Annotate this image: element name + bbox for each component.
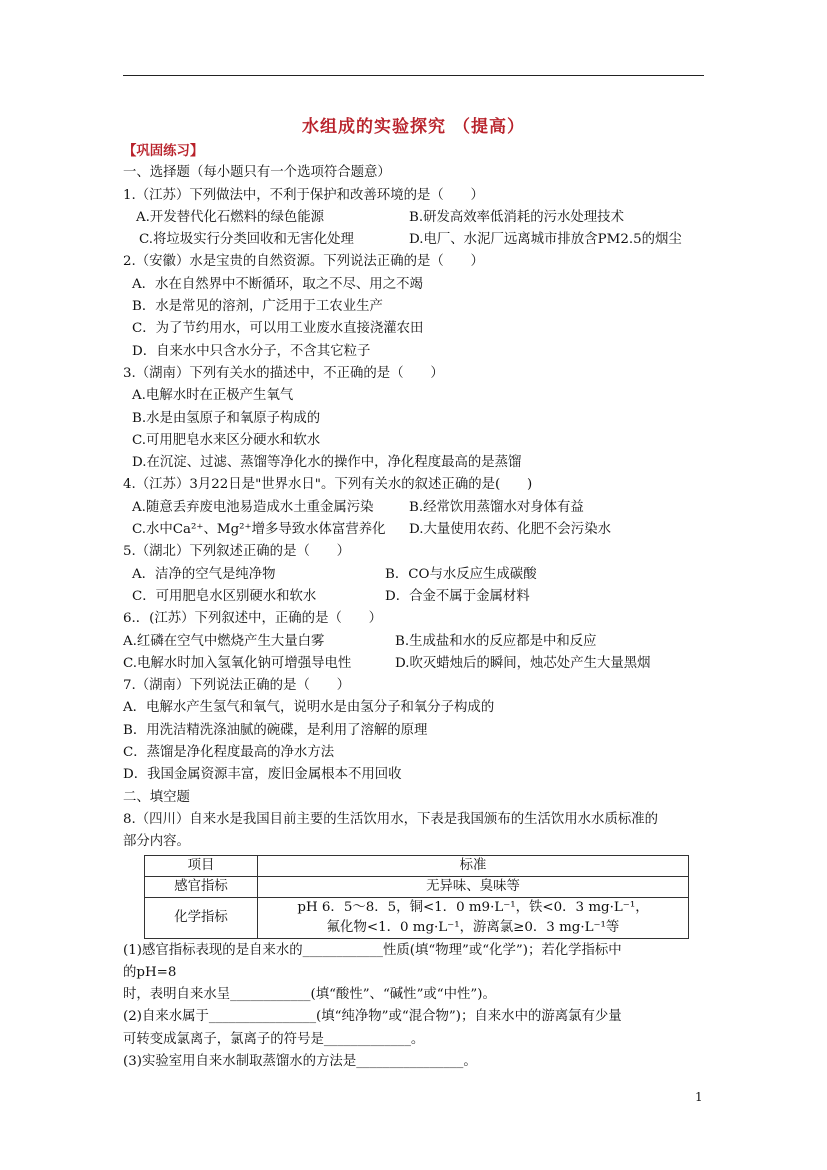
question-stem: 3.（湖南）下列有关水的描述中，不正确的是（ ） <box>123 365 444 381</box>
option: B.生成盐和水的反应都是中和反应 <box>395 633 597 649</box>
table-cell: 化学指标 <box>145 897 258 938</box>
option-row <box>123 229 704 251</box>
option: D.在沉淀、过滤、蒸馏等净化水的操作中，净化程度最高的是蒸馏 <box>132 455 522 471</box>
table-cell <box>258 897 689 938</box>
option: D.吹灭蜡烛后的瞬间，烛芯处产生大量黑烟 <box>395 655 651 671</box>
question-stem: 4.（江苏）3月22日是"世界水日"。下列有关水的叙述正确的是( ) <box>123 477 533 493</box>
option: C.将垃圾实行分类回收和无害化处理 <box>139 232 354 248</box>
option: D．合金不属于金属材料 <box>385 588 530 604</box>
option: B.经常饮用蒸馏水对身体有益 <box>409 499 584 515</box>
question-stem: 2.（安徽）水是宝贵的自然资源。下列说法正确的是（ ） <box>123 254 484 270</box>
table-cell: 感官指标 <box>145 876 258 897</box>
option: D．我国金属资源丰富，废旧金属根本不用回收 <box>123 767 402 783</box>
option: D.大量使用农药、化肥不会污染水 <box>409 522 611 538</box>
option: D．自来水中只含水分子，不含其它粒子 <box>132 343 371 359</box>
question-stem: 1.（江苏）下列做法中，不利于保护和改善环境的是（ ） <box>123 187 484 203</box>
table-header: 项目 <box>145 855 258 876</box>
document-body <box>123 140 704 1073</box>
option: A.随意丢弃废电池易造成水土重金属污染 <box>132 499 374 515</box>
table-row <box>145 897 689 938</box>
table-cell: 无异味、臭味等 <box>258 876 689 897</box>
option-row <box>123 519 704 541</box>
question-stem: 7.（湖南）下列说法正确的是（ ） <box>123 678 351 694</box>
option: B．用洗洁精洗涤油腻的碗碟，是利用了溶解的原理 <box>123 722 428 738</box>
option: B．CO与水反应生成碳酸 <box>385 566 537 582</box>
option-row <box>123 207 704 229</box>
option: A.开发替代化石燃料的绿色能源 <box>136 209 325 225</box>
option: B.研发高效率低消耗的污水处理技术 <box>409 209 624 225</box>
section-label: 【巩固练习】 <box>123 143 204 159</box>
fill-blank-text: 的pH=8 <box>123 964 177 980</box>
option: B．水是常见的溶剂，广泛用于工农业生产 <box>132 299 383 315</box>
fill-blank-text: 时，表明自来水呈____________(填“酸性”、“碱性”或“中性”)。 <box>123 987 496 1003</box>
option-row <box>123 586 704 608</box>
water-standard-table <box>144 855 689 939</box>
option: A．洁净的空气是纯净物 <box>132 566 276 582</box>
option: D.电厂、水泥厂远离城市排放含PM2.5的烟尘 <box>409 232 682 248</box>
page-title: 水组成的实验探究 （提高） <box>302 117 525 137</box>
table-header: 标准 <box>258 855 689 876</box>
part-heading: 一、选择题（每小题只有一个选项符合题意） <box>123 165 391 181</box>
option-row <box>123 497 704 519</box>
option: A.红磷在空气中燃烧产生大量白雾 <box>123 633 325 649</box>
table-cell-line: 氟化物<1．0 mg·L⁻¹，游离氯≥0．3 mg·L⁻¹等 <box>326 919 620 935</box>
page-number: 1 <box>695 1090 703 1104</box>
option: A.电解水时在正极产生氧气 <box>132 388 294 404</box>
question-stem: 8.（四川）自来水是我国目前主要的生活饮用水，下表是我国颁布的生活饮用水水质标准的 <box>123 811 659 827</box>
table-header-row <box>145 855 689 876</box>
option: C．可用肥皂水区别硬水和软水 <box>132 588 317 604</box>
option: A．电解水产生氢气和氧气，说明水是由氢分子和氧分子构成的 <box>123 700 495 716</box>
fill-blank-text: (3)实验室用自来水制取蒸馏水的方法是________________。 <box>123 1053 477 1069</box>
option-row <box>123 564 704 586</box>
option-row <box>123 631 704 653</box>
fill-blank-text: (2)自来水属于________________(填“纯净物”或“混合物”)；自来水中的游离氯有少量 <box>123 1009 622 1025</box>
option: C.可用肥皂水来区分硬水和软水 <box>132 432 321 448</box>
option-row <box>123 653 704 675</box>
option: A．水在自然界中不断循环，取之不尽、用之不竭 <box>132 276 423 292</box>
option: C．为了节约用水，可以用工业废水直接浇灌农田 <box>132 321 424 337</box>
question-stem: 5.（湖北）下列叙述正确的是（ ） <box>123 544 351 560</box>
fill-blank-text: 可转变成氯离子，氯离子的符号是_____________。 <box>123 1031 425 1047</box>
option: C.水中Ca²⁺、Mg²⁺增多导致水体富营养化 <box>132 522 386 538</box>
part-heading: 二、填空题 <box>123 789 190 805</box>
table-row <box>145 876 689 897</box>
header-rule <box>123 75 704 76</box>
option: B.水是由氢原子和氧原子构成的 <box>132 410 321 426</box>
option: C．蒸馏是净化程度最高的净水方法 <box>123 745 335 761</box>
fill-blank-text: (1)感官指标表现的是自来水的____________性质(填“物理”或“化学”)；若化学指标中 <box>123 942 622 958</box>
option: C.电解水时加入氢氧化钠可增强导电性 <box>123 655 352 671</box>
question-stem: 6.．(江苏）下列叙述中，正确的是（ ） <box>123 611 383 627</box>
question-stem: 部分内容。 <box>123 834 190 850</box>
table-cell-line: pH 6．5～8．5，铜<1．0 m9·L⁻¹，铁<0．3 mg·L⁻¹， <box>297 899 649 915</box>
